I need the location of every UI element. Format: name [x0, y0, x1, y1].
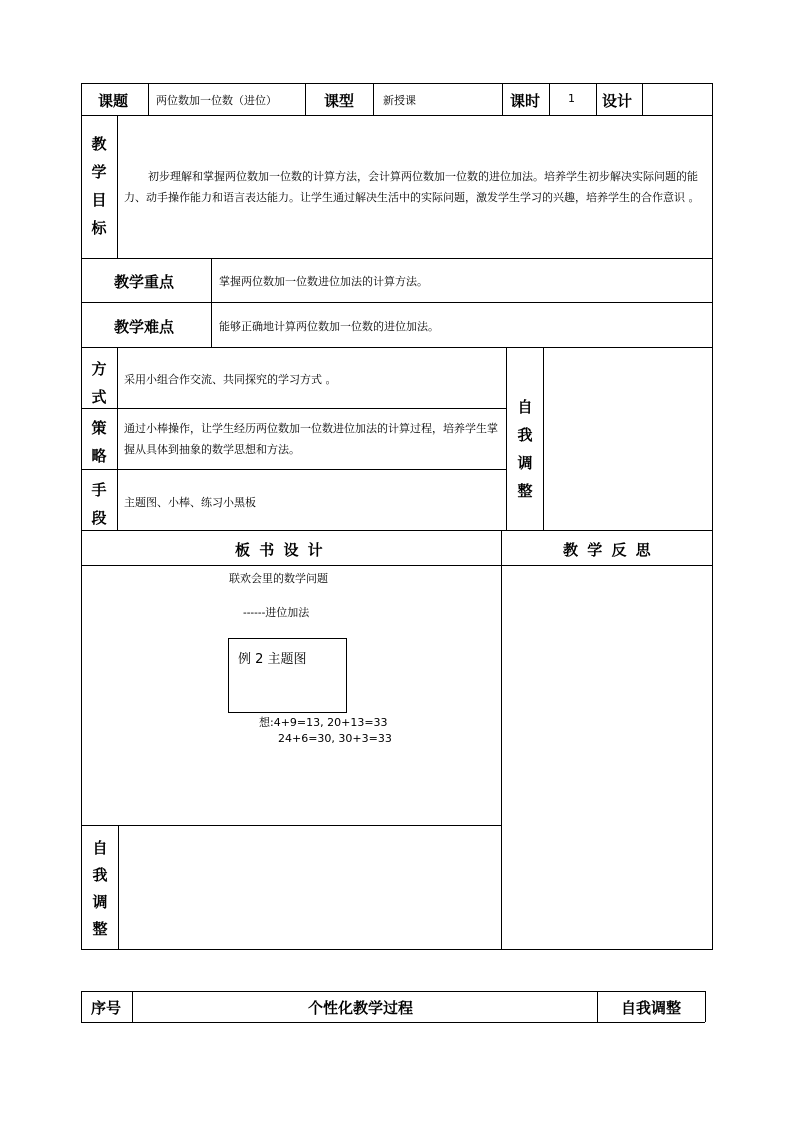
objectives-label: 教学目标	[91, 135, 107, 237]
means-text: 主题图、小棒、练习小黑板	[124, 496, 256, 509]
method-text: 采用小组合作交流、共同探究的学习方式 。	[124, 373, 337, 386]
board-calc-line-2: 24+6=30, 30+3=33	[278, 732, 392, 745]
strategy-text: 通过小棒操作，让学生经历两位数加一位数进位加法的计算过程，培养学生掌握从具体到抽象的数学思想和方法。	[124, 422, 498, 456]
design-label: 设计	[602, 92, 633, 110]
key-points-text: 掌握两位数加一位数进位加法的计算方法。	[219, 275, 428, 288]
strategy-label: 策略	[91, 419, 107, 465]
board-design-header: 板 书 设 计	[235, 541, 325, 559]
difficulties-text: 能够正确地计算两位数加一位数的进位加法。	[219, 320, 439, 333]
method-label: 方式	[91, 360, 107, 406]
col-adjust-header: 自我调整	[621, 999, 682, 1017]
board-title: 联欢会里的数学问题	[229, 572, 328, 585]
hours-label: 课时	[510, 92, 541, 110]
theme-picture-label: 例 2 主题图	[238, 652, 307, 667]
topic-label: 课题	[98, 92, 129, 110]
col-process-header: 个性化教学过程	[308, 999, 414, 1017]
col-seq-header: 序号	[91, 999, 122, 1017]
self-adjust-bottom-label: 自我调整	[92, 839, 108, 938]
hours-value: 1	[568, 92, 575, 105]
board-subtitle: ------进位加法	[243, 606, 310, 619]
type-value: 新授课	[383, 94, 416, 107]
type-label: 课型	[324, 92, 355, 110]
difficulties-label: 教学难点	[114, 318, 175, 336]
board-calc-line-1: 想:4+9=13, 20+13=33	[259, 716, 388, 729]
key-points-label: 教学重点	[114, 273, 175, 291]
objectives-text: 初步理解和掌握两位数加一位数的计算方法，会计算两位数加一位数的进位加法。培养学生初步解决实际问题的能力、动手操作能力和语言表达能力。让学生通过解决生活中的实际问题，激发学生学习的兴趣，培养学生的合作意识 。	[124, 170, 700, 204]
self-adjust-side-label: 自我调整	[517, 398, 533, 500]
means-label: 手段	[91, 481, 107, 527]
topic-value: 两位数加一位数（进位）	[156, 94, 277, 107]
reflection-header: 教 学 反 思	[563, 541, 653, 559]
